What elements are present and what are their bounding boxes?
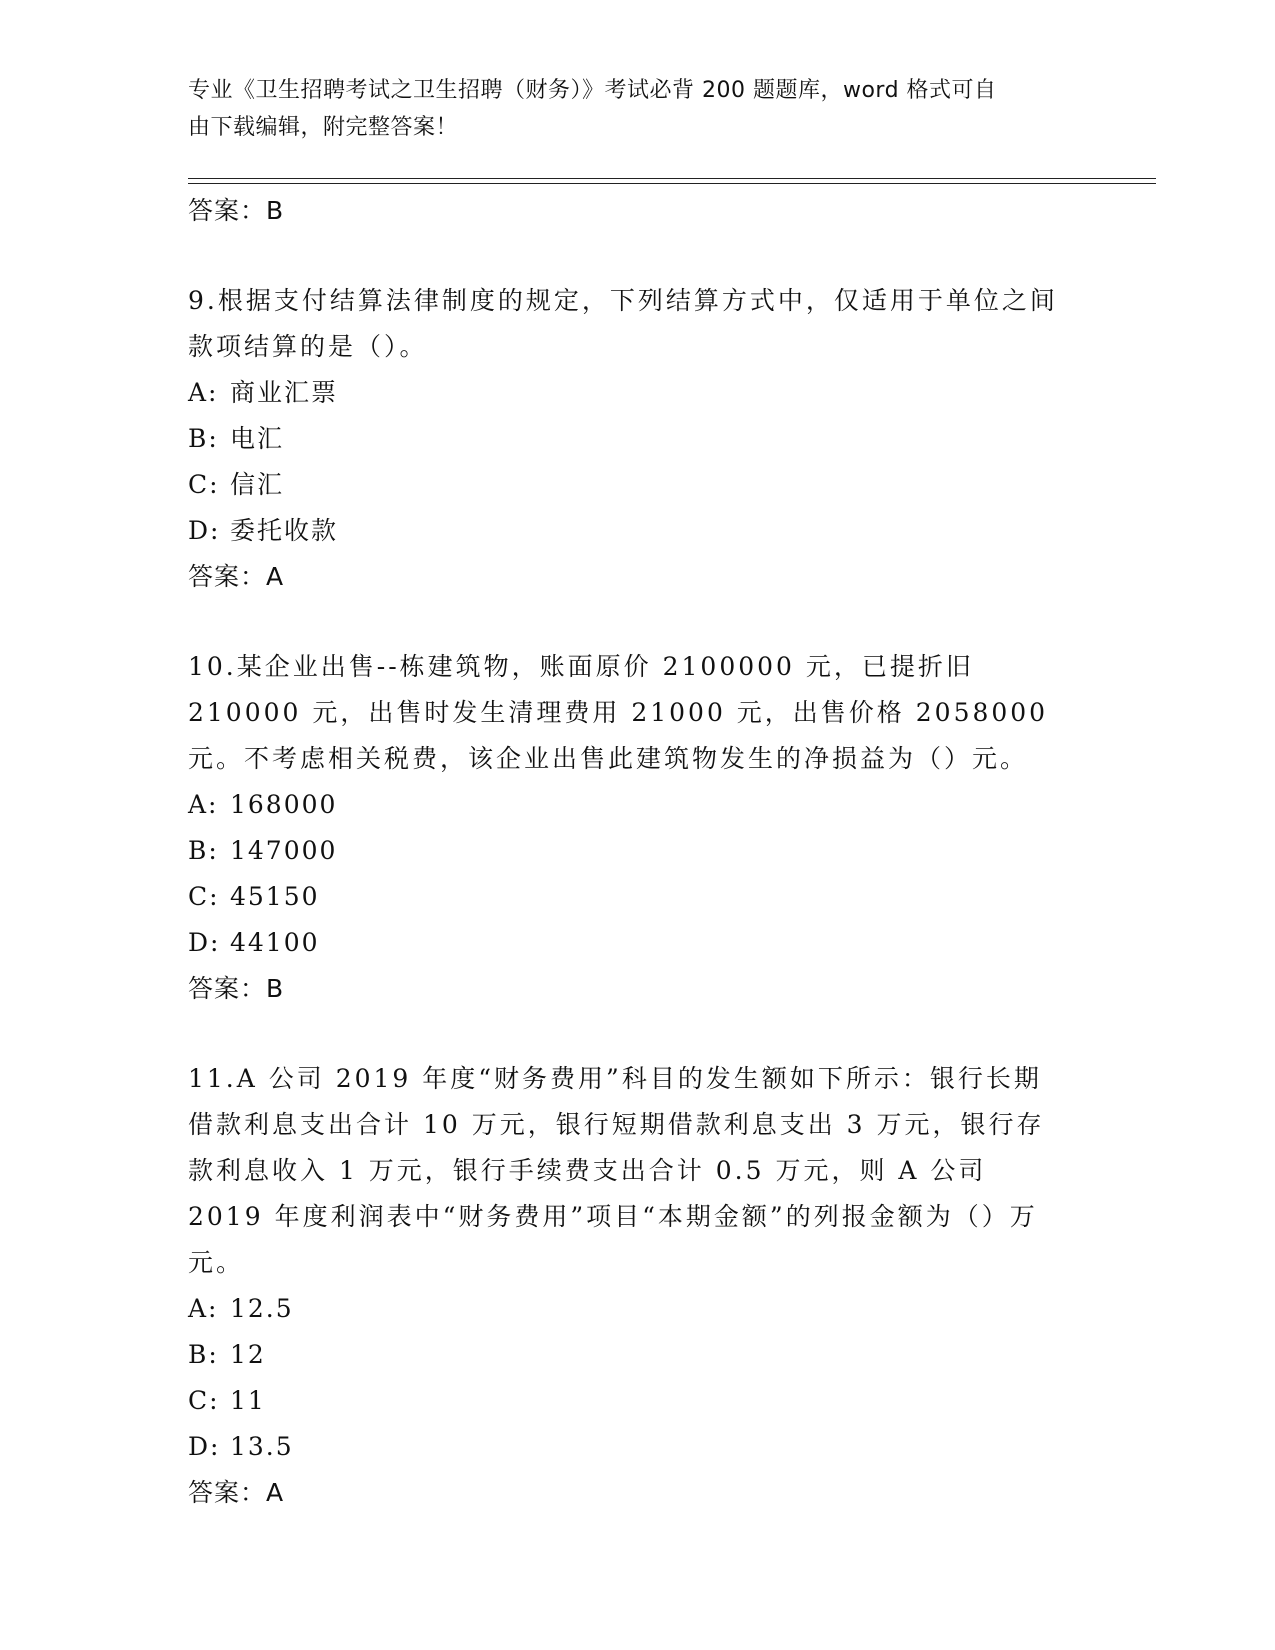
option-letter: C: [188,882,220,911]
option-letter: B: [188,424,219,453]
question-list [188,188,1088,1516]
option-letter: A: [188,378,219,407]
option-d [188,508,1088,554]
option-b [188,1332,1088,1378]
option-text: 12.5 [230,1294,294,1323]
option-b [188,828,1088,874]
question-text: 11.A 公司 2019 年度“财务费用”科目的发生额如下所示：银行长期借款利息支出合计 10 万元，银行短期借款利息支出 3 万元，银行存款利息收入 1 万元，银行手续费支出合计 0.5 万元，则 A 公司 2019 年度利润表中“财务费用”项目“本期金额”的列报金额为（）万元。 [188,1064,1045,1277]
option-text: 委托收款 [230,516,339,545]
option-c [188,1378,1088,1424]
answer-line: 答案：A [188,562,285,591]
option-text: 电汇 [230,424,285,453]
option-text: 13.5 [230,1432,294,1461]
option-text: 商业汇票 [230,378,339,407]
option-text: 12 [230,1340,266,1369]
option-text: 44100 [230,928,320,957]
answer-line: 答案：A [188,1478,285,1507]
option-letter: B: [188,836,219,865]
option-a [188,1286,1088,1332]
option-c [188,462,1088,508]
question-10 [188,644,1088,1012]
option-letter: D: [188,1432,221,1461]
option-text: 45150 [230,882,320,911]
option-d [188,1424,1088,1470]
document-header [188,72,1068,146]
question-text: 9.根据支付结算法律制度的规定，下列结算方式中，仅适用于单位之间款项结算的是（）。 [188,286,1058,361]
option-letter: B: [188,1340,219,1369]
option-letter: D: [188,928,221,957]
option-a [188,370,1088,416]
option-c [188,874,1088,920]
option-text: 11 [230,1386,266,1415]
question-text: 10.某企业出售--栋建筑物，账面原价 2100000 元，已提折旧 210000 元，出售时发生清理费用 21000 元，出售价格 2058000 元。不考虑相关税费，该企业出售此建筑物发生的净损益为（）元。 [188,652,1049,773]
header-divider-bottom [188,183,1156,184]
option-letter: A: [188,790,219,819]
option-letter: D: [188,516,221,545]
option-letter: C: [188,470,220,499]
option-d [188,920,1088,966]
header-line-1: 专业《卫生招聘考试之卫生招聘（财务）》考试必背 200 题题库，word 格式可自 [188,78,997,103]
question-9 [188,278,1088,600]
answer-line: 答案：B [188,974,285,1003]
option-text: 147000 [230,836,338,865]
header-divider-top [188,178,1156,179]
option-letter: A: [188,1294,219,1323]
header-line-2: 由下载编辑，附完整答案！ [188,115,459,140]
question-11 [188,1056,1088,1516]
option-text: 168000 [230,790,338,819]
option-a [188,782,1088,828]
option-text: 信汇 [230,470,285,499]
answer-line: 答案：B [188,196,285,225]
option-letter: C: [188,1386,220,1415]
option-b [188,416,1088,462]
